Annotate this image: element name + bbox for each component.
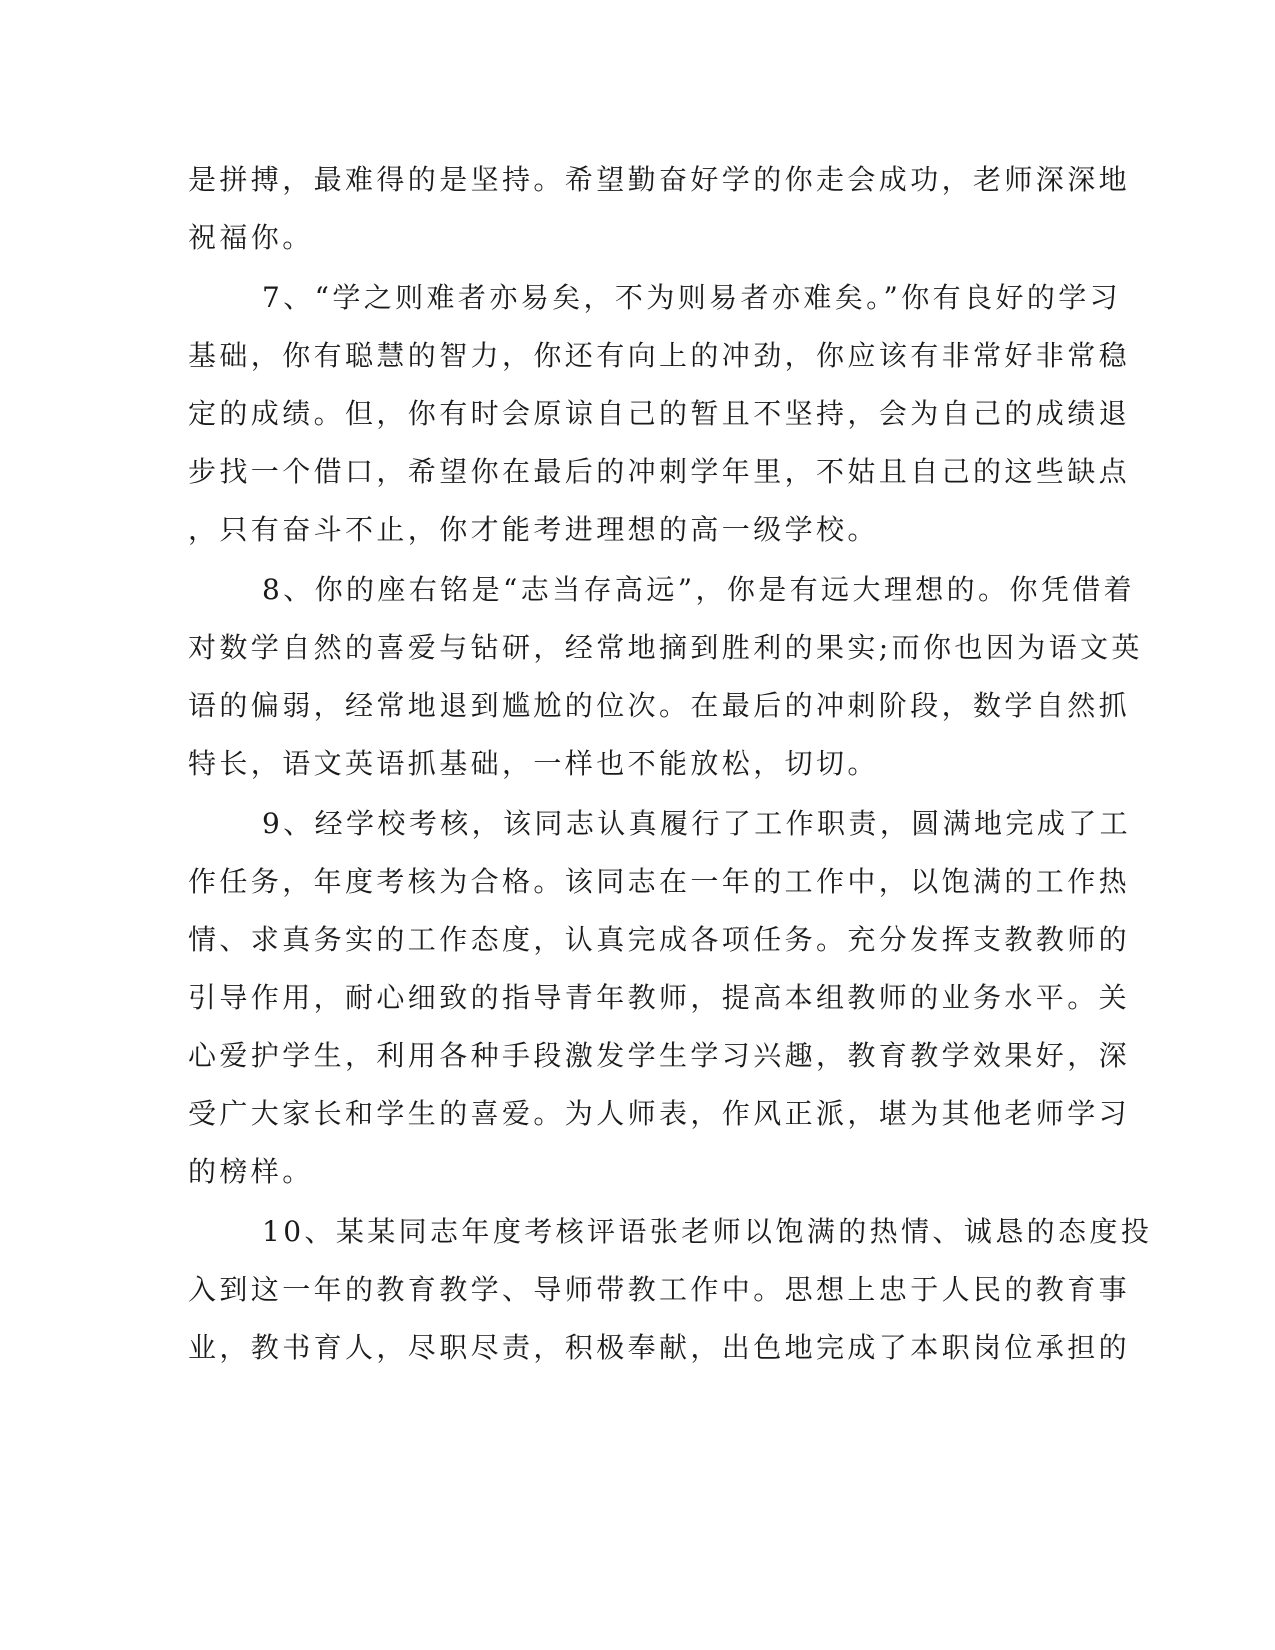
text-line: 引导作用，耐心细致的指导青年教师，提高本组教师的业务水平。关 <box>188 981 1131 1014</box>
text-line: 情、求真务实的工作态度，认真完成各项任务。充分发挥支教教师的 <box>188 923 1131 956</box>
paragraph-8-start: 8、你的座右铭是“志当存高远”，你是有远大理想的。你凭借着 <box>262 573 1136 606</box>
text-line: 语的偏弱，经常地退到尴尬的位次。在最后的冲刺阶段，数学自然抓 <box>188 689 1131 722</box>
paragraph-10-start: 10、某某同志年度考核评语张老师以饱满的热情、诚恳的态度投 <box>262 1215 1153 1248</box>
paragraph-7-start: 7、“学之则难者亦易矣，不为则易者亦难矣。”你有良好的学习 <box>262 281 1122 314</box>
text-line: 是拼搏，最难得的是坚持。希望勤奋好学的你走会成功，老师深深地 <box>188 163 1131 196</box>
text-line: ，只有奋斗不止，你才能考进理想的高一级学校。 <box>188 513 879 546</box>
text-line: 步找一个借口，希望你在最后的冲刺学年里，不姑且自己的这些缺点 <box>188 455 1131 488</box>
text-line: 基础，你有聪慧的智力，你还有向上的冲劲，你应该有非常好非常稳 <box>188 339 1131 372</box>
text-line: 业，教书育人，尽职尽责，积极奉献，出色地完成了本职岗位承担的 <box>188 1331 1131 1364</box>
text-line: 作任务，年度考核为合格。该同志在一年的工作中，以饱满的工作热 <box>188 865 1131 898</box>
text-line: 的榜样。 <box>188 1155 314 1188</box>
text-line: 特长，语文英语抓基础，一样也不能放松，切切。 <box>188 747 879 780</box>
text-line: 心爱护学生，利用各种手段激发学生学习兴趣，教育教学效果好，深 <box>188 1039 1131 1072</box>
text-line: 定的成绩。但，你有时会原谅自己的暂且不坚持，会为自己的成绩退 <box>188 397 1131 430</box>
text-line: 祝福你。 <box>188 221 314 254</box>
text-line: 对数学自然的喜爱与钻研，经常地摘到胜利的果实;而你也因为语文英 <box>188 631 1143 664</box>
text-line: 受广大家长和学生的喜爱。为人师表，作风正派，堪为其他老师学习 <box>188 1097 1131 1130</box>
paragraph-9-start: 9、经学校考核，该同志认真履行了工作职责，圆满地完成了工 <box>262 807 1132 840</box>
text-line: 入到这一年的教育教学、导师带教工作中。思想上忠于人民的教育事 <box>188 1273 1131 1306</box>
